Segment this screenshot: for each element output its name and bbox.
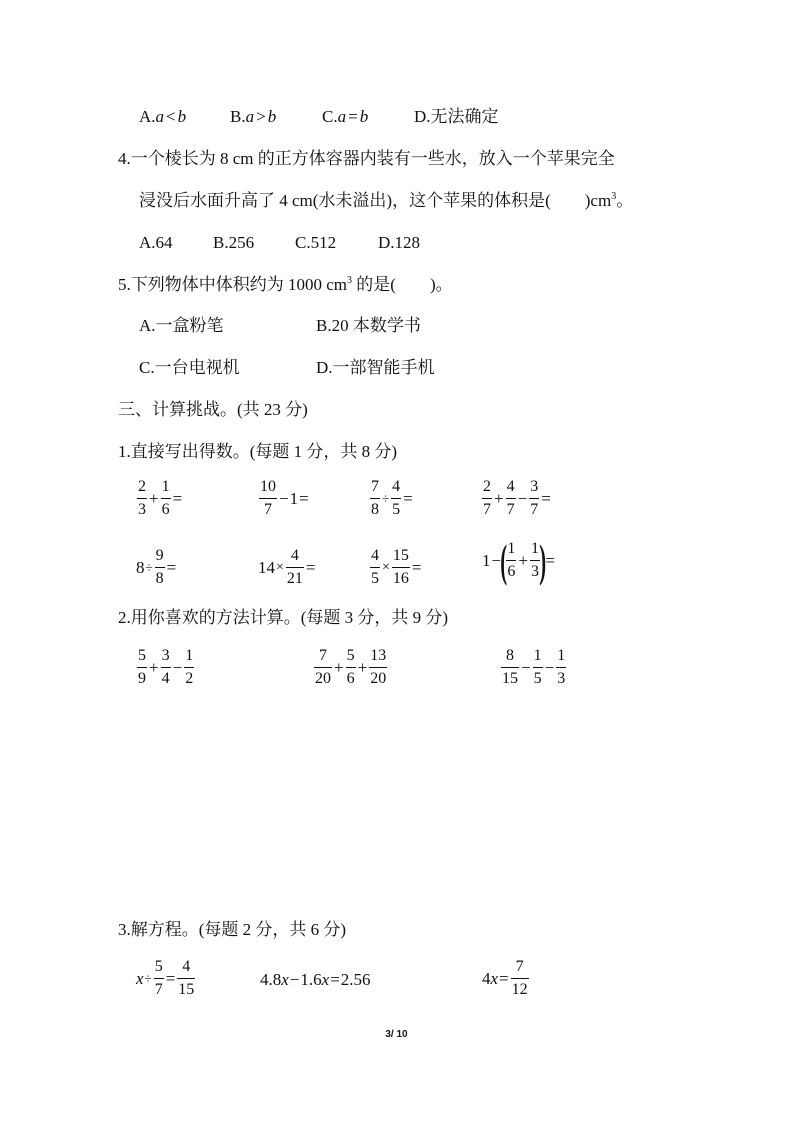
fraction: $\frac{1}{6}$ [161, 478, 170, 518]
q3-option-a: A.a < b [139, 107, 187, 126]
fraction: $\frac{15}{16}$ [392, 547, 409, 587]
q4-option-a: A.64 [139, 233, 173, 252]
fraction: $\frac{8}{15}$ [502, 647, 518, 687]
q4-option-b: B.256 [213, 233, 255, 252]
fraction: $\frac{4}{5}$ [371, 547, 379, 587]
fraction: $\frac{5}{9}$ [138, 647, 146, 687]
p1-expr-8: 1−( $\frac{1}{6}$ + $\frac{1}{3}$ )= [482, 535, 555, 586]
q5-stem: 5.下列物体中体积约为 1000 $cm^3$ 的是( )。 [118, 275, 453, 294]
fraction: $\frac{4}{15}$ [178, 958, 195, 998]
fraction: $\frac{2}{7}$ [483, 478, 491, 518]
p1-expr-2: $\frac{10}{7}$ −1= [260, 478, 309, 518]
fraction: $\frac{1}{3}$ [557, 647, 566, 687]
fraction: $\frac{1}{6}$ [507, 540, 516, 580]
fraction: $\frac{5}{7}$ [154, 958, 163, 998]
p1-expr-5: 8÷ $\frac{9}{8}$ = [136, 547, 177, 587]
fraction: $\frac{4}{5}$ [392, 478, 401, 518]
p1-expr-6: 14× $\frac{4}{21}$ = [258, 547, 316, 587]
fraction: $\frac{13}{20}$ [370, 647, 387, 687]
fraction: $\frac{1}{5}$ [533, 647, 542, 687]
q5-option-c: C.一台电视机 [139, 358, 240, 377]
fraction: $\frac{10}{7}$ [260, 478, 276, 518]
fraction: $\frac{5}{6}$ [346, 647, 355, 687]
fraction: $\frac{9}{8}$ [155, 547, 164, 587]
fraction: $\frac{2}{3}$ [138, 478, 146, 518]
p3-equation-3: 4x= $\frac{7}{12}$ [482, 958, 528, 998]
q4-option-d: D.128 [378, 233, 421, 252]
p3-equation-1: x÷ $\frac{5}{7}$ = $\frac{4}{15}$ [136, 958, 195, 998]
fraction: $\frac{3}{4}$ [161, 647, 170, 687]
q4-stem-line1: 4.一个棱长为 8 cm 的正方体容器内装有一些水，放入一个苹果完全 [118, 149, 615, 168]
fraction: $\frac{1}{3}$ [531, 540, 540, 580]
p2-expr-3: $\frac{8}{15}$ − $\frac{1}{5}$ − $\frac{1}{3}$ [502, 647, 566, 687]
fraction: $\frac{1}{2}$ [185, 647, 194, 687]
q3-option-c: C.a = b [322, 107, 369, 126]
fraction: $\frac{4}{21}$ [286, 547, 303, 587]
p1-expr-4: $\frac{2}{7}$ + $\frac{4}{7}$ − $\frac{3}{7}$ = [483, 478, 551, 518]
part1-title: 1.直接写出得数。(每题 1 分，共 8 分) [118, 442, 398, 461]
section3-title: 三、计算挑战。(共 23 分) [118, 400, 308, 419]
part3-title: 3.解方程。(每题 2 分，共 6 分) [118, 920, 347, 939]
p2-expr-1: $\frac{5}{9}$ + $\frac{3}{4}$ − $\frac{1}{2}$ [138, 647, 194, 687]
fraction: $\frac{7}{8}$ [371, 478, 379, 518]
q4-option-c: C.512 [295, 233, 337, 252]
q4-stem-line2: 浸没后水面升高了 4 cm(水未溢出)，这个苹果的体积是( )$cm^3$。 [139, 191, 634, 210]
fraction: $\frac{4}{7}$ [506, 478, 515, 518]
fraction: $\frac{3}{7}$ [530, 478, 539, 518]
q5-option-d: D.一部智能手机 [316, 358, 435, 377]
p1-expr-7: $\frac{4}{5}$ × $\frac{15}{16}$ = [371, 547, 422, 587]
q5-option-b: B.20 本数学书 [316, 316, 421, 335]
page-number: 3/ 10 [385, 1029, 408, 1040]
p1-expr-3: $\frac{7}{8}$ ÷ $\frac{4}{5}$ = [371, 478, 413, 518]
q3-option-b: B.a > b [230, 107, 277, 126]
q5-option-a: A.一盒粉笔 [139, 316, 224, 335]
p2-expr-2: $\frac{7}{20}$ + $\frac{5}{6}$ + $\frac{13}{20}$ [315, 647, 387, 687]
p1-expr-1: $\frac{2}{3}$ + $\frac{1}{6}$ = [138, 478, 183, 518]
p3-equation-2: 4.8x−1.6x=2.56 [260, 970, 371, 989]
fraction: $\frac{7}{20}$ [315, 647, 331, 687]
fraction: $\frac{7}{12}$ [511, 958, 528, 998]
q3-option-d: D.无法确定 [414, 107, 499, 126]
part2-title: 2.用你喜欢的方法计算。(每题 3 分，共 9 分) [118, 608, 449, 627]
